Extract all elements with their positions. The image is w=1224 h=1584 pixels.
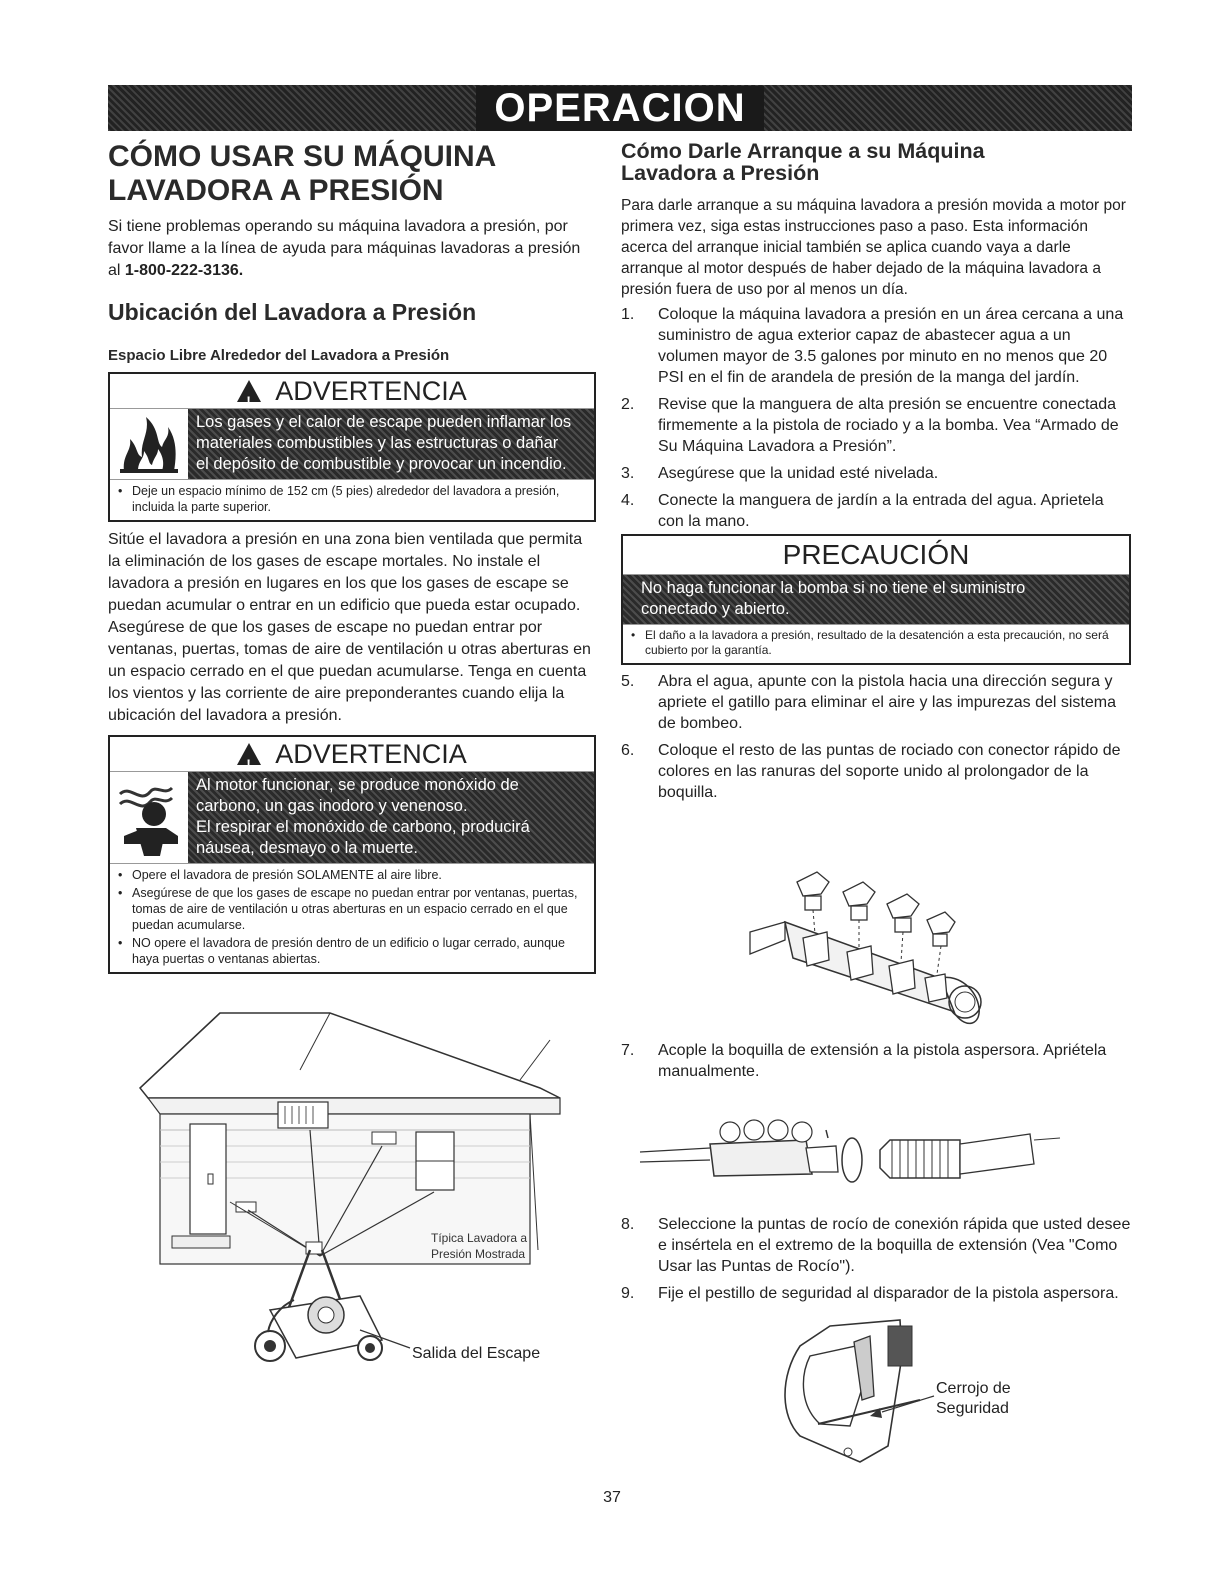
step-number: 9. [621,1285,635,1302]
caution-line: No haga funcionar la bomba si no tiene el suministro [641,579,1026,597]
warning-title: ADVERTENCIA [275,376,467,406]
step-text: Conecte la manguera de jardín a la entrada del agua. Aprietela con la mano. [658,492,1104,530]
step-item [621,740,1131,803]
caution-bullets [623,624,1129,663]
warning-line: carbono, un gas inodoro y venenoso. [196,797,468,815]
fire-icon [110,409,188,479]
banner-title: OPERACION [476,86,763,131]
helpline-paragraph [108,216,596,282]
start-steps-8-9 [621,1214,1131,1310]
figure-caption: Presión Mostrada [431,1247,526,1261]
placement-paragraph: Sitúe el lavadora a presión en una zona bien ventilada que permita la eliminación de los gases de escape mortales. No instale el lavadora a presión en lugares en los que los gases de escape se puedan acumular o entrar en un edificio que pueda estar ocupado. Asegúrese de que los gases de escape no puedan entrar por ventanas, puertas, tomas de aire de ventilación u otras aberturas en un espacio cerrado en el que puedan acumularse. Tenga en cuenta los vientos y las corriente de aire preponderantes cuando elija la ubicación del lavadora a presión. [108,531,591,724]
step-text: Revise que la manguera de alta presión se encuentre conectada firmemente a la pistola de rociado y a la bomba. Vea “Armado de Su Máquina Lavadora a Presión”. [658,396,1119,455]
step-item [621,1214,1131,1277]
warning-line: El respirar el monóxido de carbono, producirá [196,818,530,836]
page-title-line2: LAVADORA A PRESIÓN [108,174,444,207]
start-heading-line1: Cómo Darle Arranque a su Máquina [621,139,985,163]
step-item [621,490,1131,532]
warning-message [188,409,594,479]
step-text: Acople la boquilla de extensión a la pistola aspersora. Apriétela manualmente. [658,1042,1107,1080]
warning-bullet: • Deje un espacio mínimo de 152 cm (5 pies) alrededor del lavadora a presión, incluida la parte superior. [116,483,588,515]
warning-box-co [108,735,596,974]
warning-title-row [110,374,594,408]
latch-label: Seguridad [936,1400,1009,1417]
start-heading-line2: Lavadora a Presión [621,161,820,185]
caution-title-row [623,536,1129,574]
step-item [621,463,1131,484]
clearance-heading: Espacio Libre Alrededor del Lavadora a Presión [108,347,450,364]
step-item [621,1040,1131,1082]
warning-bullets [110,863,594,972]
right-column [621,140,1131,809]
page-number: 37 [603,1489,621,1506]
house-roof [140,1013,560,1098]
step-text: Abra el agua, apunte con la pistola hacia una dirección segura y apriete el gatillo para eliminar el aire y las impurezas del sistema de bombeo. [658,673,1116,732]
step-number: 7. [621,1042,635,1059]
step-text: Coloque el resto de las puntas de rociado con conector rápido de colores en las ranuras del soporte unido al prolongador de la boquilla. [658,742,1121,801]
step-number: 2. [621,396,635,413]
step-item [621,304,1131,388]
extension-nozzle-illustration [630,1110,1070,1210]
caution-bullet: • El daño a la lavadora a presión, resultado de la desatención a esta precaución, no será cubierto por la garantía. [629,628,1123,658]
step-number: 5. [621,673,635,690]
helpline-text: Si tiene problemas operando su máquina lavadora a presión, por favor llame a la línea de ayuda para máquinas lavadoras a presión al [108,218,581,279]
left-column [108,140,596,974]
step-number: 1. [621,306,635,323]
page-title-line1: CÓMO USAR SU MÁQUINA [108,140,497,173]
safety-latch-illustration [770,1316,1100,1466]
start-heading [621,140,1131,184]
step-text: Seleccione la puntas de rocío de conexión rápida que usted desee e insértela en el extremo de la boquilla de extensión (Vea "Como Usar las Puntas de Rocío"). [658,1216,1131,1275]
warning-bullet: • Asegúrese de que los gases de escape no puedan entrar por ventanas, puertas, tomas de aire de ventilación u otras aberturas en un espacio cerrado en el que puedan acumularse. [116,885,588,933]
step-item [621,671,1131,734]
warning-box-fire [108,372,596,522]
warning-bullet: • Opere el lavadora de presión SOLAMENTE al aire libre. [116,867,588,883]
nozzle-holder-illustration [745,862,995,1030]
warning-title-row [110,737,594,771]
start-steps-5-6 [621,671,1131,803]
warning-title: ADVERTENCIA [275,739,467,769]
start-steps-1-4 [621,304,1131,532]
caution-line: conectado y abierto. [641,600,790,618]
warning-message [188,772,594,863]
warning-triangle-icon [237,743,261,765]
section-banner [108,85,1132,131]
warning-bullets [110,479,594,520]
caution-message [623,575,1129,624]
start-step-7 [621,1040,1131,1088]
step-text: Coloque la máquina lavadora a presión en un área cercana a una suministro de agua exterior capaz de abastecer agua a un volumen mayor de 3.5 galones por minuto en no menos que 20 PSI en el fin de arandela de presión de la manga del jardín. [658,306,1124,386]
warning-line: el depósito de combustible y provocar un incendio. [196,455,567,473]
warning-line: Los gases y el calor de escape pueden inflamar los [196,413,572,431]
page-title [108,140,596,208]
latch-label: Cerrojo de [936,1380,1011,1397]
step-item [621,1283,1131,1304]
warning-line: materiales combustibles y las estructuras o dañar [196,434,559,452]
figure-caption: Típica Lavadora a [431,1231,528,1245]
caution-box [621,534,1131,665]
step-number: 8. [621,1216,635,1233]
location-heading: Ubicación del Lavadora a Presión [108,299,477,325]
exhaust-label: Salida del Escape [412,1345,541,1362]
step-number: 3. [621,465,635,482]
caution-title: PRECAUCIÓN [782,539,970,570]
warning-line: Al motor funcionar, se produce monóxido de [196,776,519,794]
warning-triangle-icon [237,380,261,402]
caution-body [623,574,1129,624]
start-intro: Para darle arranque a su máquina lavadora a presión movida a motor por primera vez, siga estas instrucciones paso a paso. Esta información acerca del arranque inicial también se aplica cuando vaya a darle arranque al motor después de haber dejado de la máquina lavadora a presión fuera de uso por al menos un día. [621,197,1126,298]
step-item [621,394,1131,457]
toxic-fumes-icon [110,772,188,863]
step-number: 4. [621,492,635,509]
house-placement-illustration [120,1010,580,1380]
warning-body [110,408,594,479]
warning-bullet: • NO opere el lavadora de presión dentro de un edificio o lugar cerrado, aunque haya puertas o ventanas abiertas. [116,935,588,967]
step-text: Asegúrese que la unidad esté nivelada. [658,465,939,482]
step-text: Fije el pestillo de seguridad al disparador de la pistola aspersora. [658,1285,1119,1302]
warning-body [110,771,594,863]
helpline-phone: 1-800-222-3136. [124,262,244,279]
step-number: 6. [621,742,635,759]
warning-line: náusea, desmayo o la muerte. [196,839,418,857]
